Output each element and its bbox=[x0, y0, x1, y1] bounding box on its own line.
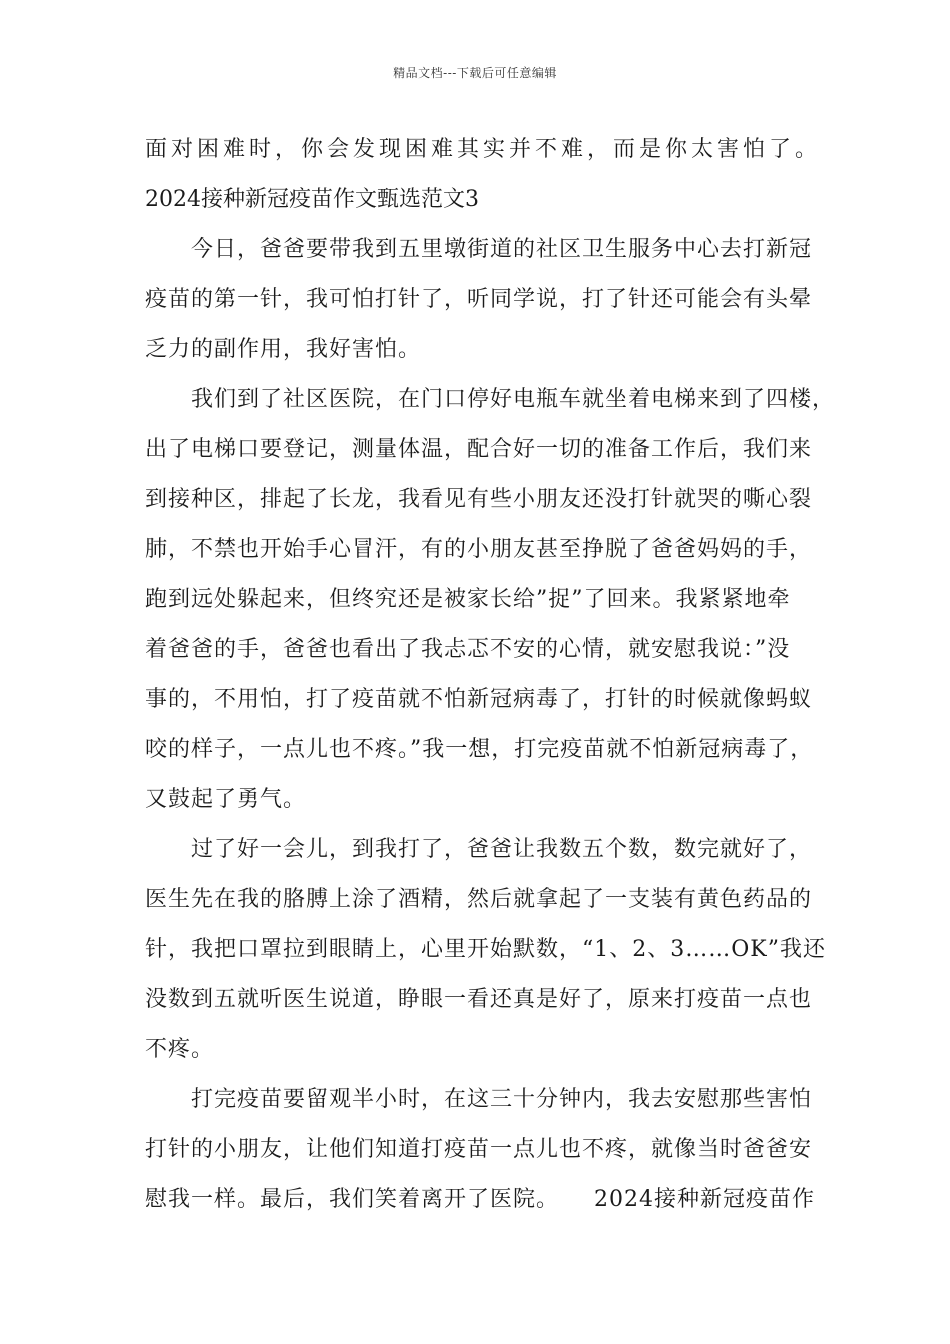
text-line: 肺，不禁也开始手心冒汗，有的小朋友甚至挣脱了爸爸妈妈的手， bbox=[145, 537, 813, 562]
text-line: 打针的小朋友，让他们知道打疫苗一点儿也不疼，就像当时爸爸安 bbox=[145, 1137, 813, 1162]
text-line: 医生先在我的胳膊上涂了酒精，然后就拿起了一支装有黄色药品的 bbox=[145, 887, 813, 912]
page-header: 精品文档---下载后可任意编辑 bbox=[393, 66, 557, 80]
text-line: 咬的样子，一点儿也不疼。”我一想，打完疫苗就不怕新冠病毒了， bbox=[145, 737, 814, 762]
text-line: 面对困难时，你会发现困难其实并不难，而是你太害怕了。 bbox=[145, 137, 822, 162]
text-line: 又鼓起了勇气。 bbox=[145, 787, 307, 812]
text-line: 不疼。 bbox=[145, 1037, 215, 1062]
text-line: 乏力的副作用，我好害怕。 bbox=[145, 337, 422, 362]
section-title: 2024接种新冠疫苗作文甄选范文3 bbox=[145, 187, 479, 212]
text-line: 着爸爸的手，爸爸也看出了我忐忑不安的心情，就安慰我说：”没 bbox=[145, 637, 791, 662]
text-line: 今日，爸爸要带我到五里墩街道的社区卫生服务中心去打新冠 bbox=[145, 237, 813, 262]
text-line: 慰我一样。最后，我们笑着离开了医院。 2024接种新冠疫苗作 bbox=[145, 1187, 815, 1212]
text-line: 没数到五就听医生说道，睁眼一看还真是好了，原来打疫苗一点也 bbox=[145, 987, 813, 1012]
text-line: 事的，不用怕，打了疫苗就不怕新冠病毒了，打针的时候就像蚂蚁 bbox=[145, 687, 813, 712]
text-line: 打完疫苗要留观半小时，在这三十分钟内，我去安慰那些害怕 bbox=[145, 1087, 813, 1112]
text-line: 针，我把口罩拉到眼睛上，心里开始默数，“1、2、3……OK”我还 bbox=[145, 937, 826, 962]
text-line: 到接种区，排起了长龙，我看见有些小朋友还没打针就哭的嘶心裂 bbox=[145, 487, 813, 512]
text-line: 疫苗的第一针，我可怕打针了，听同学说，打了针还可能会有头晕 bbox=[145, 287, 813, 312]
text-line: 出了电梯口要登记，测量体温，配合好一切的准备工作后，我们来 bbox=[145, 437, 813, 462]
text-line: 跑到远处躲起来，但终究还是被家长给”捉”了回来。我紧紧地牵 bbox=[145, 587, 791, 612]
text-line: 过了好一会儿，到我打了，爸爸让我数五个数，数完就好了， bbox=[145, 837, 813, 862]
text-line: 我们到了社区医院，在门口停好电瓶车就坐着电梯来到了四楼， bbox=[145, 387, 836, 412]
